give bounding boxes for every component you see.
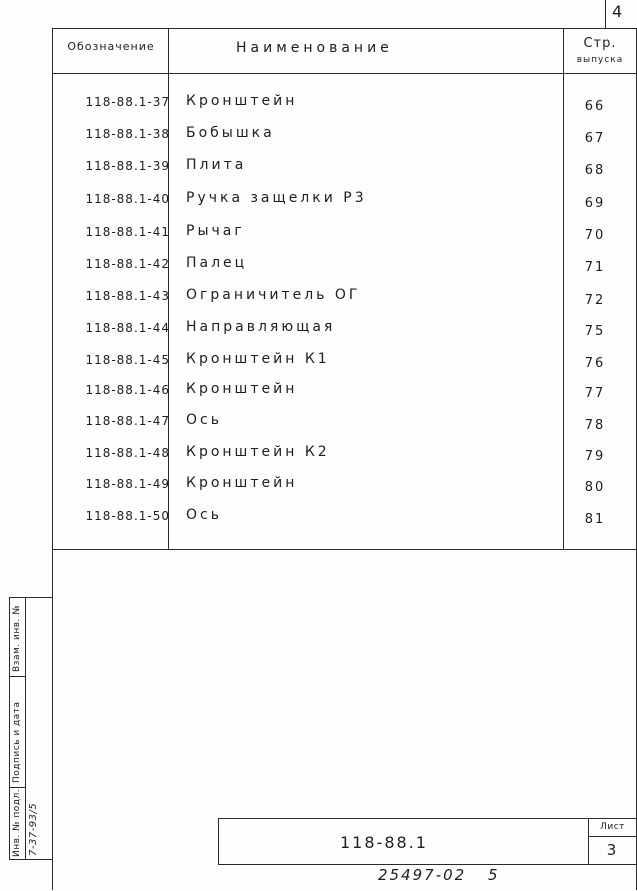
row-name: Ось bbox=[186, 507, 222, 523]
row-code: 118-88.1-47 bbox=[85, 414, 170, 428]
header-page-line2: выпуска bbox=[576, 55, 624, 65]
row-name: Направляющая bbox=[186, 319, 336, 335]
stamp-top bbox=[9, 597, 52, 598]
row-code: 118-88.1-45 bbox=[85, 353, 170, 367]
row-name: Плита bbox=[186, 157, 247, 173]
row-code: 118-88.1-43 bbox=[85, 289, 170, 303]
row-page: 66 bbox=[584, 99, 606, 114]
row-name: Ограничитель ОГ bbox=[186, 287, 361, 303]
stamp-col-divider bbox=[25, 597, 26, 859]
header-code: Обозначение bbox=[67, 40, 155, 53]
frame-left bbox=[52, 28, 53, 890]
row-name: Рычаг bbox=[186, 223, 245, 239]
row-code: 118-88.1-41 bbox=[85, 225, 170, 239]
page-number: 4 bbox=[612, 2, 625, 21]
row-code: 118-88.1-46 bbox=[85, 383, 170, 397]
row-page: 69 bbox=[584, 196, 606, 211]
row-page: 68 bbox=[584, 163, 606, 178]
row-page: 80 bbox=[584, 480, 606, 495]
footer-archive-number: 25497-02 bbox=[378, 866, 467, 884]
row-page: 70 bbox=[584, 228, 606, 243]
titleblock-sheet-number: 3 bbox=[606, 841, 619, 859]
page-number-divider bbox=[605, 0, 606, 28]
stamp-podpis-data: Подпись и дата bbox=[12, 701, 22, 783]
row-name: Ось bbox=[186, 412, 222, 428]
stamp-outer-left bbox=[9, 597, 10, 859]
row-page: 77 bbox=[584, 386, 606, 401]
titleblock-left bbox=[218, 818, 219, 864]
row-name: Бобышка bbox=[186, 125, 275, 141]
row-page: 67 bbox=[584, 131, 606, 146]
col-divider-2 bbox=[563, 28, 564, 550]
row-name: Кронштейн bbox=[186, 381, 298, 397]
row-code: 118-88.1-40 bbox=[85, 192, 170, 206]
row-page: 79 bbox=[584, 449, 606, 464]
row-page: 76 bbox=[584, 356, 606, 371]
stamp-inv-value: 7-37-93/5 bbox=[28, 802, 39, 856]
footer-page: 5 bbox=[488, 866, 500, 884]
row-name: Кронштейн bbox=[186, 475, 298, 491]
titleblock-sheet-rule bbox=[588, 836, 637, 837]
titleblock-sheet-label: Лист bbox=[600, 822, 625, 832]
stamp-bottom bbox=[9, 859, 52, 860]
header-page-line1: Стр. bbox=[583, 36, 617, 51]
row-code: 118-88.1-50 bbox=[85, 509, 170, 523]
row-name: Палец bbox=[186, 255, 248, 271]
row-code: 118-88.1-49 bbox=[85, 477, 170, 491]
row-page: 78 bbox=[584, 418, 606, 433]
row-page: 81 bbox=[584, 512, 606, 527]
row-code: 118-88.1-48 bbox=[85, 446, 170, 460]
row-code: 118-88.1-39 bbox=[85, 159, 170, 173]
stamp-inv-podl: Инв. № подл. bbox=[12, 788, 22, 857]
row-page: 75 bbox=[584, 324, 606, 339]
row-code: 118-88.1-42 bbox=[85, 257, 170, 271]
row-name: Кронштейн К2 bbox=[186, 444, 330, 460]
table-bottom-rule bbox=[52, 549, 637, 550]
titleblock-top bbox=[218, 818, 637, 819]
row-name: Ручка защелки Р3 bbox=[186, 190, 367, 206]
stamp-rule-2 bbox=[9, 787, 26, 788]
header-bottom-rule bbox=[52, 73, 637, 74]
titleblock-bottom bbox=[218, 864, 637, 865]
row-name: Кронштейн К1 bbox=[186, 351, 330, 367]
titleblock-doc-code: 118-88.1 bbox=[340, 833, 428, 852]
stamp-vzam-inv: Взам. инв. № bbox=[12, 604, 22, 672]
row-code: 118-88.1-44 bbox=[85, 321, 170, 335]
stamp-rule-1 bbox=[9, 676, 26, 677]
row-code: 118-88.1-37 bbox=[85, 95, 170, 109]
row-page: 72 bbox=[584, 293, 606, 308]
row-code: 118-88.1-38 bbox=[85, 127, 170, 141]
row-page: 71 bbox=[584, 260, 606, 275]
row-name: Кронштейн bbox=[186, 93, 298, 109]
header-name: Наименование bbox=[236, 40, 393, 56]
frame-top bbox=[52, 28, 637, 29]
